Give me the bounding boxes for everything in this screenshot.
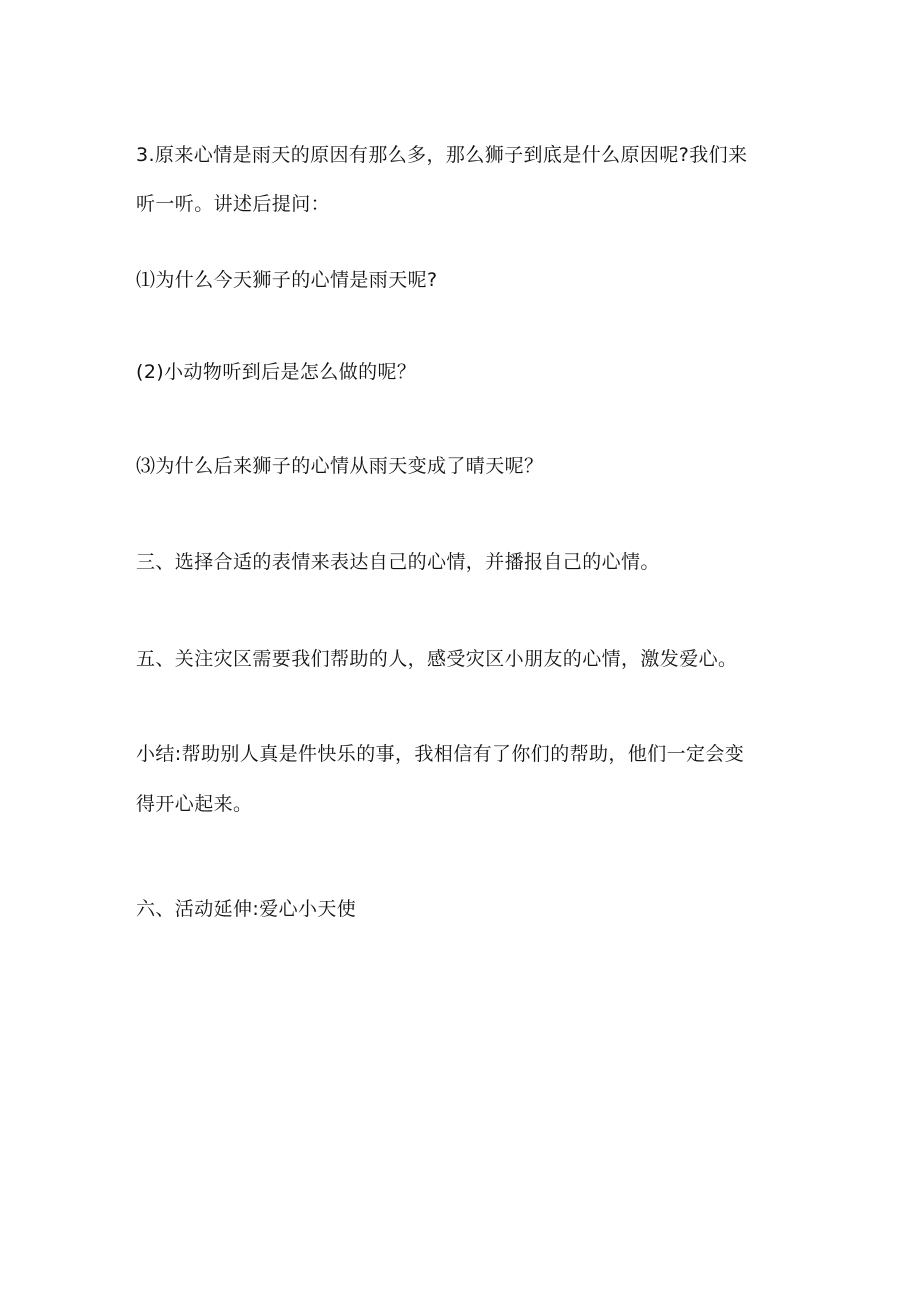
paragraph-3-line-2: 听一听。讲述后提问： [136, 193, 331, 215]
section-five: 五、关注灾区需要我们帮助的人，感受灾区小朋友的心情，激发爱心。 [136, 648, 738, 670]
summary-line-1: 小结:帮助别人真是件快乐的事，我相信有了你们的帮助，他们一定会变 [136, 743, 745, 765]
summary-line-2: 得开心起来。 [136, 793, 253, 815]
section-six: 六、活动延伸:爱心小天使 [136, 898, 357, 920]
paragraph-3-line-1: 3.原来心情是雨天的原因有那么多，那么狮子到底是什么原因呢?我们来 [136, 144, 748, 166]
section-three: 三、选择合适的表情来表达自己的心情，并播报自己的心情。 [136, 551, 660, 573]
question-2: (2)小动物听到后是怎么做的呢？ [136, 361, 417, 383]
question-3: ⑶为什么后来狮子的心情从雨天变成了晴天呢？ [136, 455, 544, 477]
question-1: ⑴为什么今天狮子的心情是雨天呢? [136, 269, 438, 291]
